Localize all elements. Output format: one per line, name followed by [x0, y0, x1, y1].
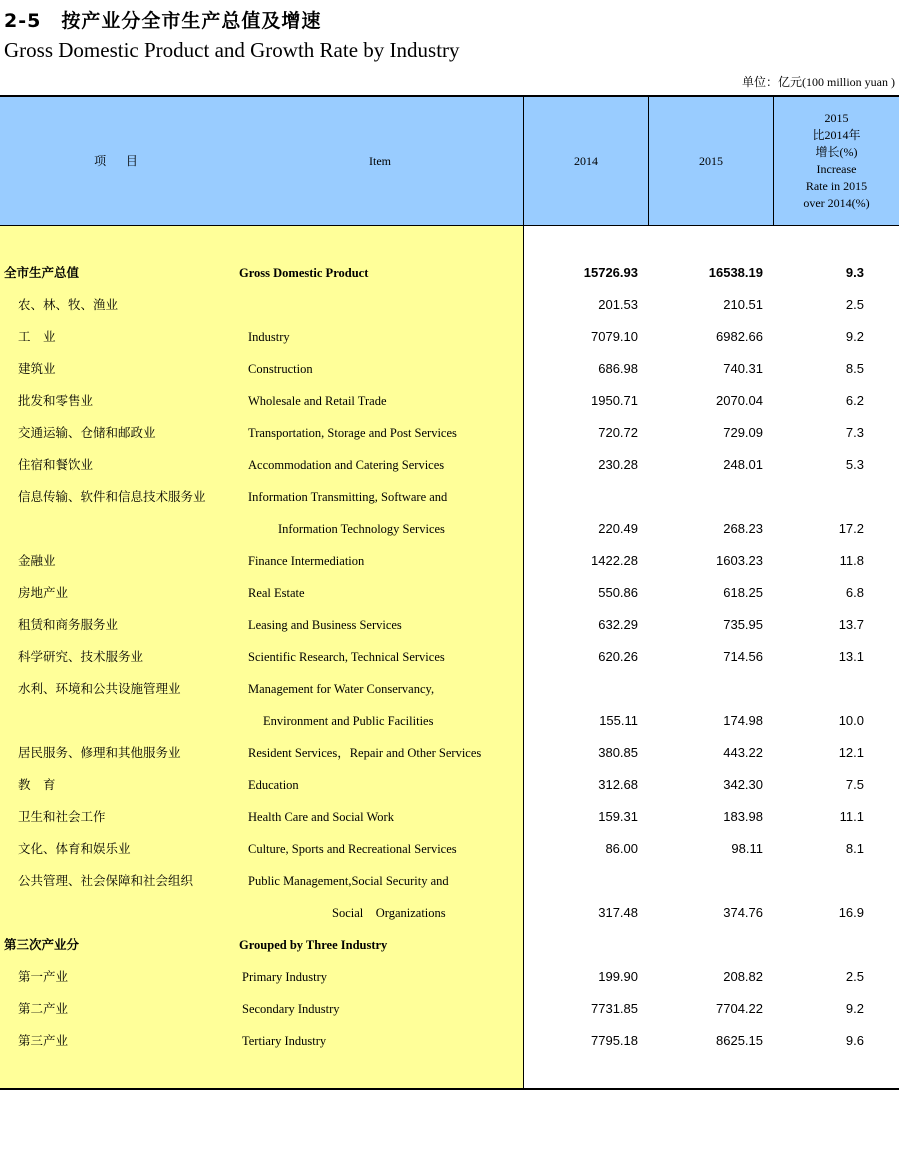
row-item-english: Information Technology Services: [278, 522, 445, 536]
row-value-2014: 7795.18: [591, 1033, 638, 1048]
row-item-chinese: 科学研究、技术服务业: [18, 649, 144, 664]
row-item-chinese: 第一产业: [18, 969, 69, 984]
table-row: [0, 897, 899, 929]
row-item-english: Leasing and Business Services: [248, 618, 402, 632]
table-row: [0, 417, 899, 449]
header-year-2014: 2014: [574, 153, 598, 168]
row-value-2015: 735.95: [723, 617, 763, 632]
table-row: [0, 1025, 899, 1057]
table-row: [0, 929, 899, 961]
row-value-2014: 230.28: [598, 457, 638, 472]
row-value-2015: 248.01: [723, 457, 763, 472]
table-row: [0, 673, 899, 705]
row-value-2014: 201.53: [598, 297, 638, 312]
row-item-chinese: 教 育: [18, 777, 56, 792]
row-value-2014: 380.85: [598, 745, 638, 760]
row-item-english: Accommodation and Catering Services: [248, 458, 445, 472]
header-year-2015: 2015: [699, 153, 723, 168]
row-item-english: Finance Intermediation: [248, 554, 365, 568]
row-value-2014: 199.90: [598, 969, 638, 984]
header-growth-line: over 2014(%): [803, 196, 870, 210]
row-value-2015: 16538.19: [708, 265, 763, 280]
row-item-chinese: 建筑业: [18, 361, 56, 376]
row-value-2014: 155.11: [599, 713, 638, 728]
row-value-2014: 312.68: [598, 777, 638, 792]
row-value-2014: 632.29: [598, 617, 638, 632]
table-row: [0, 801, 899, 833]
row-value-2015: 174.98: [723, 713, 763, 728]
row-item-chinese: 第三次产业分: [4, 937, 80, 952]
row-value-2015: 183.98: [723, 809, 763, 824]
row-growth-rate: 9.2: [845, 329, 864, 344]
row-growth-rate: 17.2: [838, 521, 864, 536]
row-item-chinese: 居民服务、修理和其他服务业: [18, 745, 181, 760]
row-value-2015: 443.22: [723, 745, 763, 760]
row-item-english: Secondary Industry: [242, 1002, 340, 1016]
row-growth-rate: 13.7: [838, 617, 864, 632]
row-item-chinese: 房地产业: [18, 585, 69, 600]
row-value-2015: 208.82: [723, 969, 763, 984]
row-item-chinese: 农、林、牧、渔业: [18, 297, 119, 312]
row-item-chinese: 水利、环境和公共设施管理业: [18, 681, 181, 696]
row-item-english: Real Estate: [248, 586, 305, 600]
row-value-2014: 550.86: [598, 585, 638, 600]
row-value-2014: 720.72: [598, 425, 638, 440]
row-item-english: Gross Domestic Product: [239, 266, 369, 280]
row-value-2014: 686.98: [598, 361, 638, 376]
gdp-table: [0, 95, 899, 1090]
table-row: [0, 865, 899, 897]
row-item-english: Public Management,Social Security and: [248, 874, 449, 888]
table-title-chinese: 2-5 按产业分全市生产总值及增速: [4, 10, 322, 32]
row-value-2015: 210.51: [723, 297, 763, 312]
row-value-2014: 317.48: [598, 905, 638, 920]
table-row: [0, 321, 899, 353]
header-growth-line: 比2014年: [812, 128, 861, 142]
row-growth-rate: 2.5: [845, 297, 864, 312]
row-item-chinese: 文化、体育和娱乐业: [18, 841, 131, 856]
row-growth-rate: 11.1: [839, 809, 864, 824]
row-item-chinese: 全市生产总值: [4, 265, 80, 280]
table-header-rule: [0, 225, 899, 226]
table-title-english: Gross Domestic Product and Growth Rate by Industry: [4, 38, 460, 62]
row-value-2015: 7704.22: [716, 1001, 763, 1016]
row-item-english: Health Care and Social Work: [248, 810, 394, 824]
row-item-english: Information Transmitting, Software and: [248, 490, 448, 504]
table-row: [0, 705, 899, 737]
row-growth-rate: 11.8: [839, 553, 864, 568]
header-item-english: Item: [369, 153, 391, 168]
header-growth-line: 增长(%): [815, 145, 858, 159]
row-value-2014: 7731.85: [591, 1001, 638, 1016]
row-item-english: Environment and Public Facilities: [263, 714, 434, 728]
row-item-english: Tertiary Industry: [242, 1034, 327, 1048]
table-row: [0, 737, 899, 769]
table-row: [0, 993, 899, 1025]
row-value-2015: 6982.66: [716, 329, 763, 344]
row-value-2015: 618.25: [723, 585, 763, 600]
row-value-2015: 714.56: [723, 649, 763, 664]
row-item-chinese: 租赁和商务服务业: [18, 617, 119, 632]
row-item-english: Grouped by Three Industry: [239, 938, 388, 952]
row-value-2015: 740.31: [723, 361, 763, 376]
row-growth-rate: 6.2: [845, 393, 864, 408]
row-value-2015: 1603.23: [716, 553, 763, 568]
row-value-2015: 98.11: [731, 841, 763, 856]
row-item-english: Wholesale and Retail Trade: [248, 394, 387, 408]
row-item-english: Culture, Sports and Recreational Services: [248, 842, 457, 856]
row-value-2014: 1950.71: [591, 393, 638, 408]
row-growth-rate: 13.1: [838, 649, 864, 664]
row-value-2015: 268.23: [723, 521, 763, 536]
header-growth-rate: [774, 97, 899, 225]
row-item-chinese: 公共管理、社会保障和社会组织: [18, 873, 194, 888]
row-item-english: Construction: [248, 362, 313, 376]
table-row: [0, 961, 899, 993]
row-value-2014: 15726.93: [583, 265, 638, 280]
row-item-english: Scientific Research, Technical Services: [248, 650, 445, 664]
row-item-english: Management for Water Conservancy,: [248, 682, 435, 696]
header-growth-line: Increase: [816, 162, 857, 176]
row-item-chinese: 第三产业: [18, 1033, 69, 1048]
row-growth-rate: 9.3: [845, 265, 864, 280]
row-growth-rate: 16.9: [838, 905, 864, 920]
row-growth-rate: 10.0: [838, 713, 864, 728]
row-growth-rate: 8.1: [845, 841, 864, 856]
table-row: [0, 257, 899, 289]
table-row: [0, 641, 899, 673]
header-growth-line: Rate in 2015: [805, 179, 868, 193]
row-item-english: Social Organizations: [332, 906, 446, 920]
table-bottom-rule: [0, 1088, 899, 1090]
row-value-2015: 8625.15: [716, 1033, 763, 1048]
row-item-chinese: 工 业: [18, 329, 56, 344]
row-item-english: Industry: [248, 330, 290, 344]
row-item-chinese: 第二产业: [18, 1001, 69, 1016]
row-growth-rate: 9.6: [845, 1033, 864, 1048]
row-growth-rate: 8.5: [845, 361, 864, 376]
unit-label: 单位：亿元(100 million yuan ): [742, 75, 895, 89]
row-value-2015: 342.30: [723, 777, 763, 792]
row-item-chinese: 批发和零售业: [18, 393, 94, 408]
row-growth-rate: 2.5: [845, 969, 864, 984]
table-row: [0, 353, 899, 385]
row-growth-rate: 7.5: [845, 777, 864, 792]
table-row: [0, 577, 899, 609]
header-growth-line: 2015: [824, 111, 849, 125]
table-row: [0, 481, 899, 513]
row-item-chinese: 交通运输、仓储和邮政业: [18, 425, 156, 440]
table-row: [0, 769, 899, 801]
row-item-english: Resident Services，Repair and Other Services: [248, 746, 482, 760]
row-value-2014: 620.26: [598, 649, 638, 664]
row-growth-rate: 6.8: [845, 585, 864, 600]
row-value-2014: 7079.10: [591, 329, 638, 344]
row-value-2015: 729.09: [723, 425, 763, 440]
table-row: [0, 609, 899, 641]
row-growth-rate: 5.3: [845, 457, 864, 472]
header-item-chinese: 项 目: [94, 153, 146, 168]
table-row: [0, 513, 899, 545]
row-value-2014: 159.31: [598, 809, 638, 824]
row-value-2015: 374.76: [723, 905, 763, 920]
row-item-chinese: 住宿和餐饮业: [18, 457, 94, 472]
row-item-english: Primary Industry: [242, 970, 328, 984]
table-row: [0, 545, 899, 577]
row-value-2015: 2070.04: [716, 393, 763, 408]
row-growth-rate: 7.3: [845, 425, 864, 440]
row-value-2014: 220.49: [598, 521, 638, 536]
table-row: [0, 289, 899, 321]
row-growth-rate: 9.2: [845, 1001, 864, 1016]
row-item-chinese: 卫生和社会工作: [18, 809, 106, 824]
row-value-2014: 1422.28: [591, 553, 638, 568]
table-row: [0, 449, 899, 481]
table-row: [0, 385, 899, 417]
row-value-2014: 86.00: [605, 841, 638, 856]
row-item-chinese: 金融业: [18, 553, 56, 568]
row-item-chinese: 信息传输、软件和信息技术服务业: [18, 489, 206, 504]
row-item-english: Transportation, Storage and Post Services: [248, 426, 457, 440]
row-item-english: Education: [248, 778, 299, 792]
row-growth-rate: 12.1: [838, 745, 864, 760]
table-row: [0, 833, 899, 865]
